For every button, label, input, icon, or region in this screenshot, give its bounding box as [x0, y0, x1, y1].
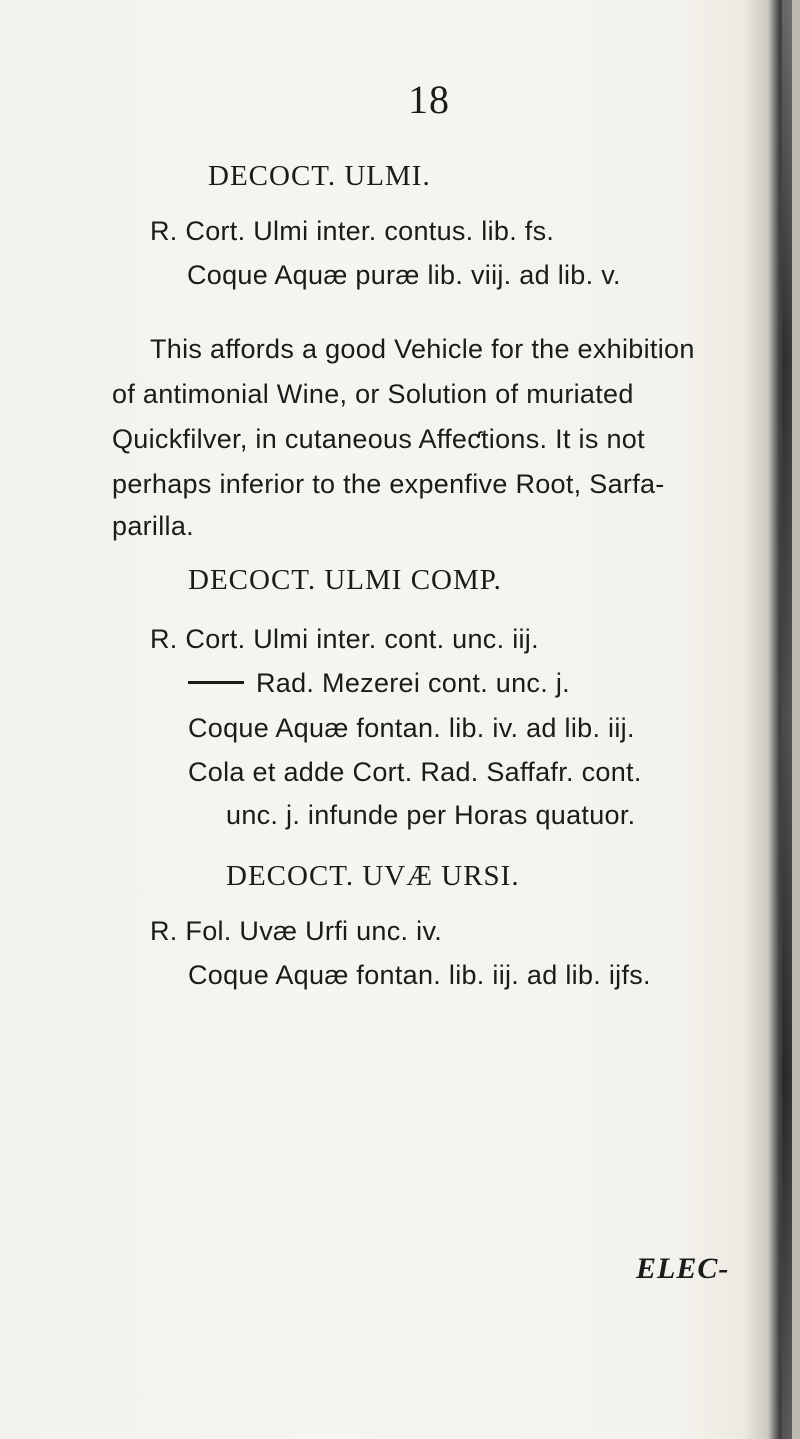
- ditto-dash: [188, 681, 244, 684]
- page-edge-light: [792, 0, 800, 1439]
- recipe-line: Cola et adde Cort. Rad. Saffafr. cont.: [188, 757, 642, 787]
- section-heading-decoct-ulmi-comp: DECOCT. ULMI COMP.: [188, 564, 502, 596]
- paragraph-line: parilla.: [112, 511, 194, 541]
- recipe-line: Coque Aquæ fontan. lib. iij. ad lib. ijfs.: [188, 960, 651, 990]
- recipe-line-text: Rad. Mezerei cont. unc. j.: [256, 668, 570, 698]
- page-number: 18: [408, 77, 450, 122]
- recipe-line: Coque Aquæ puræ lib. viij. ad lib. v.: [187, 260, 621, 290]
- recipe-line: R. Fol. Uvæ Urfi unc. iv.: [150, 916, 443, 946]
- recipe-line: R. Cort. Ulmi inter. contus. lib. fs.: [150, 216, 555, 246]
- paragraph-line: This affords a good Vehicle for the exhibition: [150, 334, 695, 364]
- catchword: ELEC-: [636, 1252, 730, 1285]
- recipe-line: [188, 668, 570, 699]
- section-heading-decoct-uvae-ursi: DECOCT. UVÆ URSI.: [226, 860, 520, 892]
- recipe-line: R. Cort. Ulmi inter. cont. unc. iij.: [150, 624, 539, 654]
- paragraph-line: Quickfilver, in cutaneous Affeƈtions. It is not: [112, 424, 645, 454]
- page-gutter-shadow: [746, 0, 786, 1439]
- page-edge-band: [782, 0, 792, 1439]
- recipe-line: Coque Aquæ fontan. lib. iv. ad lib. iij.: [188, 713, 635, 743]
- paragraph-line: of antimonial Wine, or Solution of muriated: [112, 379, 634, 409]
- recipe-line: unc. j. infunde per Horas quatuor.: [226, 800, 636, 830]
- paragraph-line: perhaps inferior to the expenfive Root, Sarfa-: [112, 469, 665, 499]
- section-heading-decoct-ulmi: DECOCT. ULMI.: [208, 160, 431, 192]
